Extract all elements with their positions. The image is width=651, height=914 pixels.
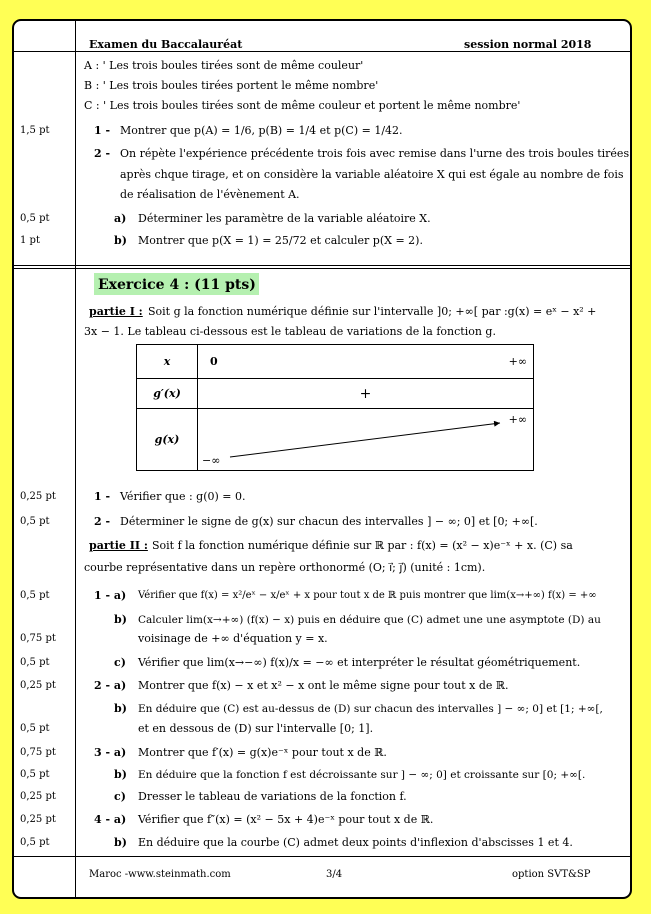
part-1-question-2-number: 2 - xyxy=(94,515,111,528)
part-1-question-1-text: Vérifier que : g(0) = 0. xyxy=(120,490,246,503)
question-2b-text: Montrer que p(X = 1) = 25/72 et calculer p(X = 2). xyxy=(138,234,423,247)
question-3b-text: En déduire que la fonction f est décroissante sur ] − ∞; 0] et croissante sur [0; +∞[. xyxy=(138,769,586,781)
question-1a-number: 1 - a) xyxy=(94,589,127,602)
points-q2b: 1 pt xyxy=(20,235,40,246)
part-1-question-1-number: 1 - xyxy=(94,490,111,503)
exam-page xyxy=(12,19,632,899)
question-2b-line-1: En déduire que (C) est au-dessus de (D) sur chacun des intervalles ] − ∞; 0] et [1; +∞[, xyxy=(138,703,603,715)
part-1-line-2: 3x − 1. Le tableau ci-dessous est le tableau de variations de la fonction g. xyxy=(84,325,496,338)
points-p1q2: 0,5 pt xyxy=(20,516,50,527)
part-1-line-1: Soit g la fonction numérique définie sur l'intervalle ]0; +∞[ par :g(x) = eˣ − x² + xyxy=(148,305,597,318)
footer-option: option SVT&SP xyxy=(512,869,591,880)
question-1c-label: c) xyxy=(114,656,126,669)
table-x-plus-infinity: +∞ xyxy=(508,355,527,368)
question-2b-label-ex4: b) xyxy=(114,702,127,715)
points-q3a: 0,75 pt xyxy=(20,747,56,758)
footer-page-number: 3/4 xyxy=(326,869,343,880)
question-1b-line-2: voisinage de +∞ d'équation y = x. xyxy=(138,632,328,645)
points-q1b: 0,75 pt xyxy=(20,633,56,644)
points-p1q1: 0,25 pt xyxy=(20,491,56,502)
footer-source: Maroc -www.steinmath.com xyxy=(89,869,231,880)
question-3c-text: Dresser le tableau de variations de la fonction f. xyxy=(138,790,407,803)
question-2a-text: Déterminer les paramètre de la variable aléatoire X. xyxy=(138,212,431,225)
part-1-label: partie I : xyxy=(89,305,143,318)
points-q2a: 0,25 pt xyxy=(20,680,56,691)
question-2a-text-ex4: Montrer que f(x) − x et x² − x ont le même signe pour tout x de ℝ. xyxy=(138,679,509,692)
event-b: B : ' Les trois boules tirées portent le même nombre' xyxy=(84,79,379,92)
part-2-line-2: courbe représentative dans un repère orthonormé (O; i⃗; j⃗) (unité : 1cm). xyxy=(84,561,486,574)
question-3c-label: c) xyxy=(114,790,126,803)
question-2a-label: a) xyxy=(114,212,127,225)
question-1b-label: b) xyxy=(114,613,127,626)
table-derivative-sign: + xyxy=(198,379,534,409)
question-4a-number: 4 - a) xyxy=(94,813,127,826)
increasing-arrow-icon xyxy=(198,409,534,471)
question-3a-text: Montrer que f′(x) = g(x)e⁻ˣ pour tout x de ℝ. xyxy=(138,746,387,759)
points-q1a: 0,5 pt xyxy=(20,590,50,601)
points-q4b: 0,5 pt xyxy=(20,837,50,848)
table-x-zero: 0 xyxy=(210,355,218,368)
question-2a-number: 2 - a) xyxy=(94,679,127,692)
points-q2b-ex4: 0,5 pt xyxy=(20,723,50,734)
question-1c-text: Vérifier que lim(x→−∞) f(x)/x = −∞ et interpréter le résultat géométriquement. xyxy=(138,656,581,669)
points-q3c: 0,25 pt xyxy=(20,791,56,802)
question-number-1: 1 - xyxy=(94,124,111,137)
event-a: A : ' Les trois boules tirées sont de même couleur' xyxy=(84,59,364,72)
table-function-variation xyxy=(198,409,534,471)
part-1-question-2-text: Déterminer le signe de g(x) sur chacun des intervalles ] − ∞; 0] et [0; +∞[. xyxy=(120,515,538,528)
question-number-2: 2 - xyxy=(94,147,111,160)
question-4a-text: Vérifier que f″(x) = (x² − 5x + 4)e⁻ˣ pour tout x de ℝ. xyxy=(138,813,434,826)
question-2b-label: b) xyxy=(114,234,127,247)
question-2-line-2: après chque tirage, et on considère la variable aléatoire X qui est égale au nombre de fois xyxy=(120,168,624,181)
points-q1c: 0,5 pt xyxy=(20,657,50,668)
points-q2a: 0,5 pt xyxy=(20,213,50,224)
question-2-line-3: de réalisation de l'évènement A. xyxy=(120,188,300,201)
event-c: C : ' Les trois boules tirées sont de même couleur et portent le même nombre' xyxy=(84,99,521,112)
question-1a-text: Vérifier que f(x) = x²/eˣ − x/eˣ + x pour tout x de ℝ puis montrer que lim(x→+∞) f(x) = +∞ xyxy=(138,590,597,601)
table-x-values xyxy=(198,345,534,379)
question-4b-text: En déduire que la courbe (C) admet deux points d'inflexion d'abscisses 1 et 4. xyxy=(138,836,573,849)
table-x-header: x xyxy=(137,345,198,379)
part-2-label: partie II : xyxy=(89,539,148,552)
question-3a-number: 3 - a) xyxy=(94,746,127,759)
question-1-text: Montrer que p(A) = 1/6, p(B) = 1/4 et p(C) = 1/42. xyxy=(120,124,403,137)
footer-divider xyxy=(14,856,630,857)
margin-column-divider xyxy=(75,21,76,897)
header-session: session normal 2018 xyxy=(464,38,592,51)
question-1b-line-1: Calculer lim(x→+∞) (f(x) − x) puis en déduire que (C) admet une une asymptote (D) au xyxy=(138,614,601,626)
part-2-line-1: Soit f la fonction numérique définie sur ℝ par : f(x) = (x² − x)e⁻ˣ + x. (C) sa xyxy=(152,539,573,552)
section-divider-bottom xyxy=(14,268,630,269)
points-q3b: 0,5 pt xyxy=(20,769,50,780)
table-function-header: g(x) xyxy=(137,409,198,471)
variation-table xyxy=(136,344,534,471)
exercise-title: Exercice 4 : (11 pts) xyxy=(98,277,256,293)
section-divider-top xyxy=(14,265,630,266)
question-2-line-1: On répète l'expérience précédente trois fois avec remise dans l'urne des trois boules tirées xyxy=(120,147,630,160)
header-exam-title: Examen du Baccalauréat xyxy=(89,38,243,51)
table-derivative-header: g′(x) xyxy=(137,379,198,409)
points-q4a: 0,25 pt xyxy=(20,814,56,825)
table-g-minus-infinity: −∞ xyxy=(202,454,221,467)
table-g-plus-infinity: +∞ xyxy=(508,413,527,426)
question-2b-line-2: et en dessous de (D) sur l'intervalle [0; 1]. xyxy=(138,722,374,735)
question-4b-label: b) xyxy=(114,836,127,849)
question-3b-label: b) xyxy=(114,768,127,781)
points-q1: 1,5 pt xyxy=(20,125,50,136)
